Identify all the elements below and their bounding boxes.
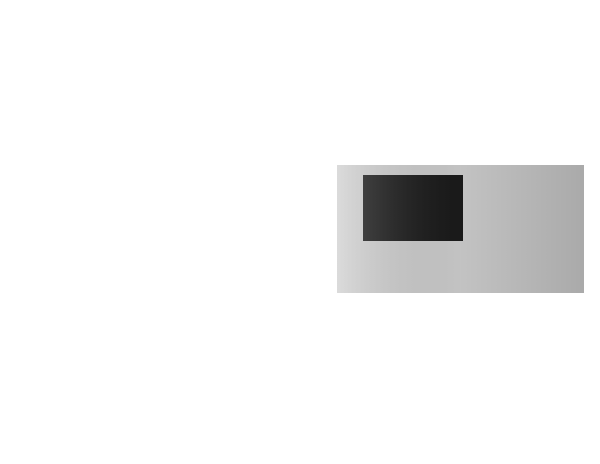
betsy-ross-flag-photo bbox=[337, 165, 584, 293]
endnotes-list bbox=[31, 48, 331, 87]
